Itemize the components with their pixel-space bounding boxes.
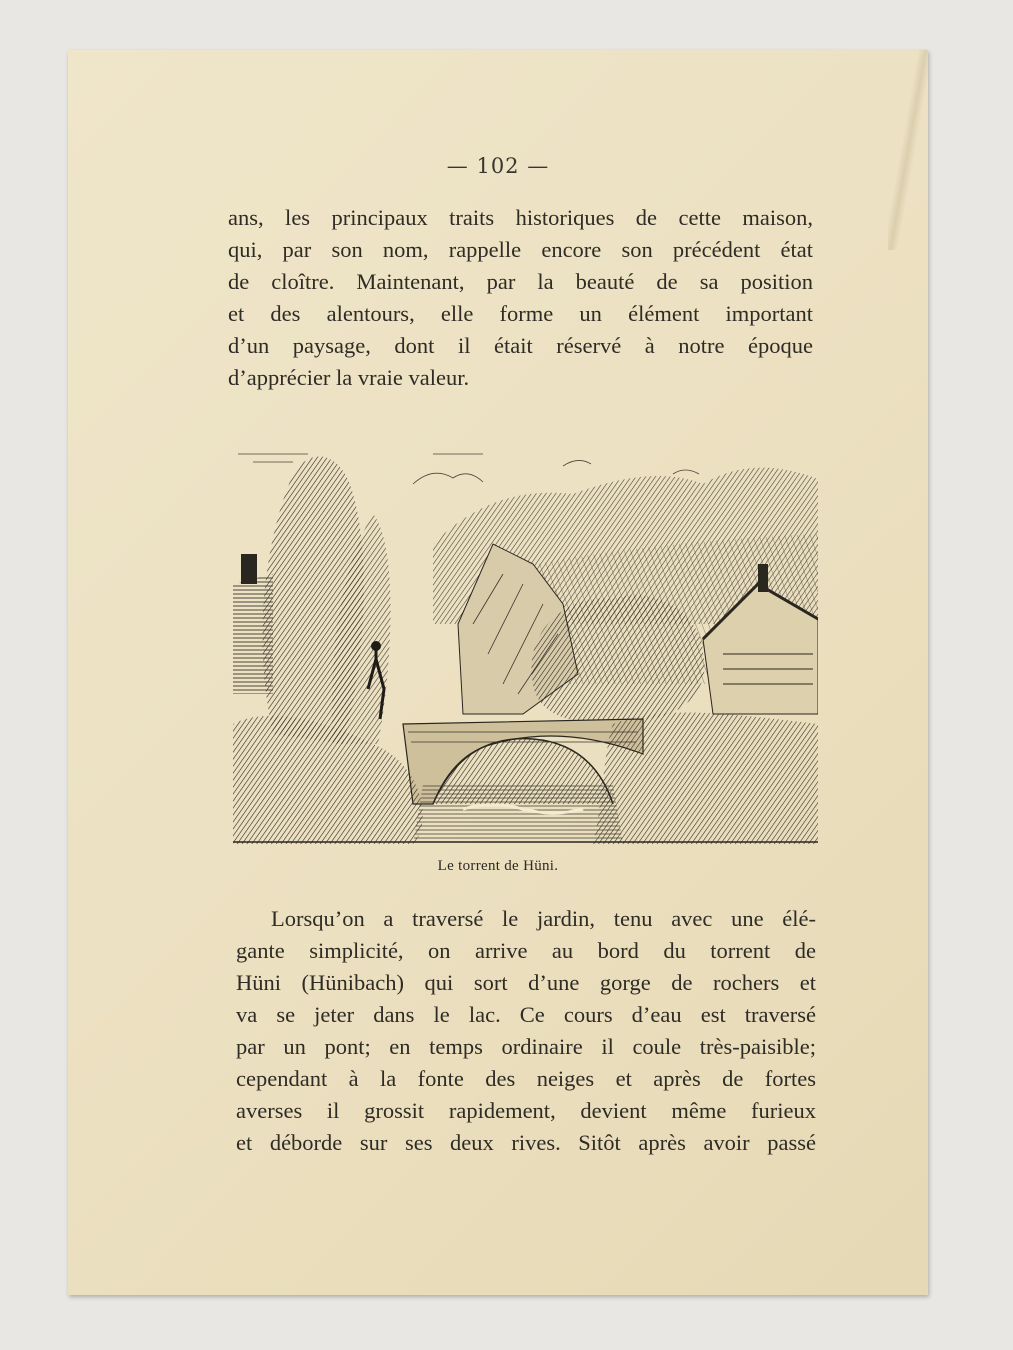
text-line: et déborde sur ses deux rives. Sitôt après avoir passé — [236, 1130, 816, 1155]
paragraph-top — [228, 202, 813, 394]
page-crease — [888, 50, 928, 250]
text-line: Hüni (Hünibach) qui sort d’une gorge de rochers et — [236, 970, 816, 995]
text-line: et des alentours, elle forme un élément important — [228, 301, 813, 326]
paragraph-bottom — [236, 903, 816, 1159]
text-line: qui, par son nom, rappelle encore son précédent état — [228, 237, 813, 262]
figure-caption: Le torrent de Hüni. — [437, 858, 559, 874]
text-line: ans, les principaux traits historiques de cette maison, — [228, 205, 813, 230]
text-line: d’un paysage, dont il était réservé à notre époque — [228, 333, 813, 358]
text-line: Lorsqu’on a traversé le jardin, tenu avec une élé- — [271, 906, 816, 931]
text-line: d’apprécier la vraie valeur. — [228, 365, 470, 390]
text-line: va se jeter dans le lac. Ce cours d’eau est traversé — [236, 1002, 816, 1027]
book-page — [68, 50, 928, 1295]
text-line: averses il grossit rapidement, devient même furieux — [236, 1098, 816, 1123]
text-line: cependant à la fonte des neiges et après de fortes — [236, 1066, 816, 1091]
text-line: par un pont; en temps ordinaire il coule très-paisible; — [236, 1034, 816, 1059]
torrent-bridge-engraving — [233, 424, 818, 844]
text-line: gante simplicité, on arrive au bord du torrent de — [236, 938, 816, 963]
engraving-illustration — [233, 424, 818, 844]
page-number: — 102 — — [446, 154, 550, 178]
text-line: de cloître. Maintenant, par la beauté de sa position — [228, 269, 813, 294]
